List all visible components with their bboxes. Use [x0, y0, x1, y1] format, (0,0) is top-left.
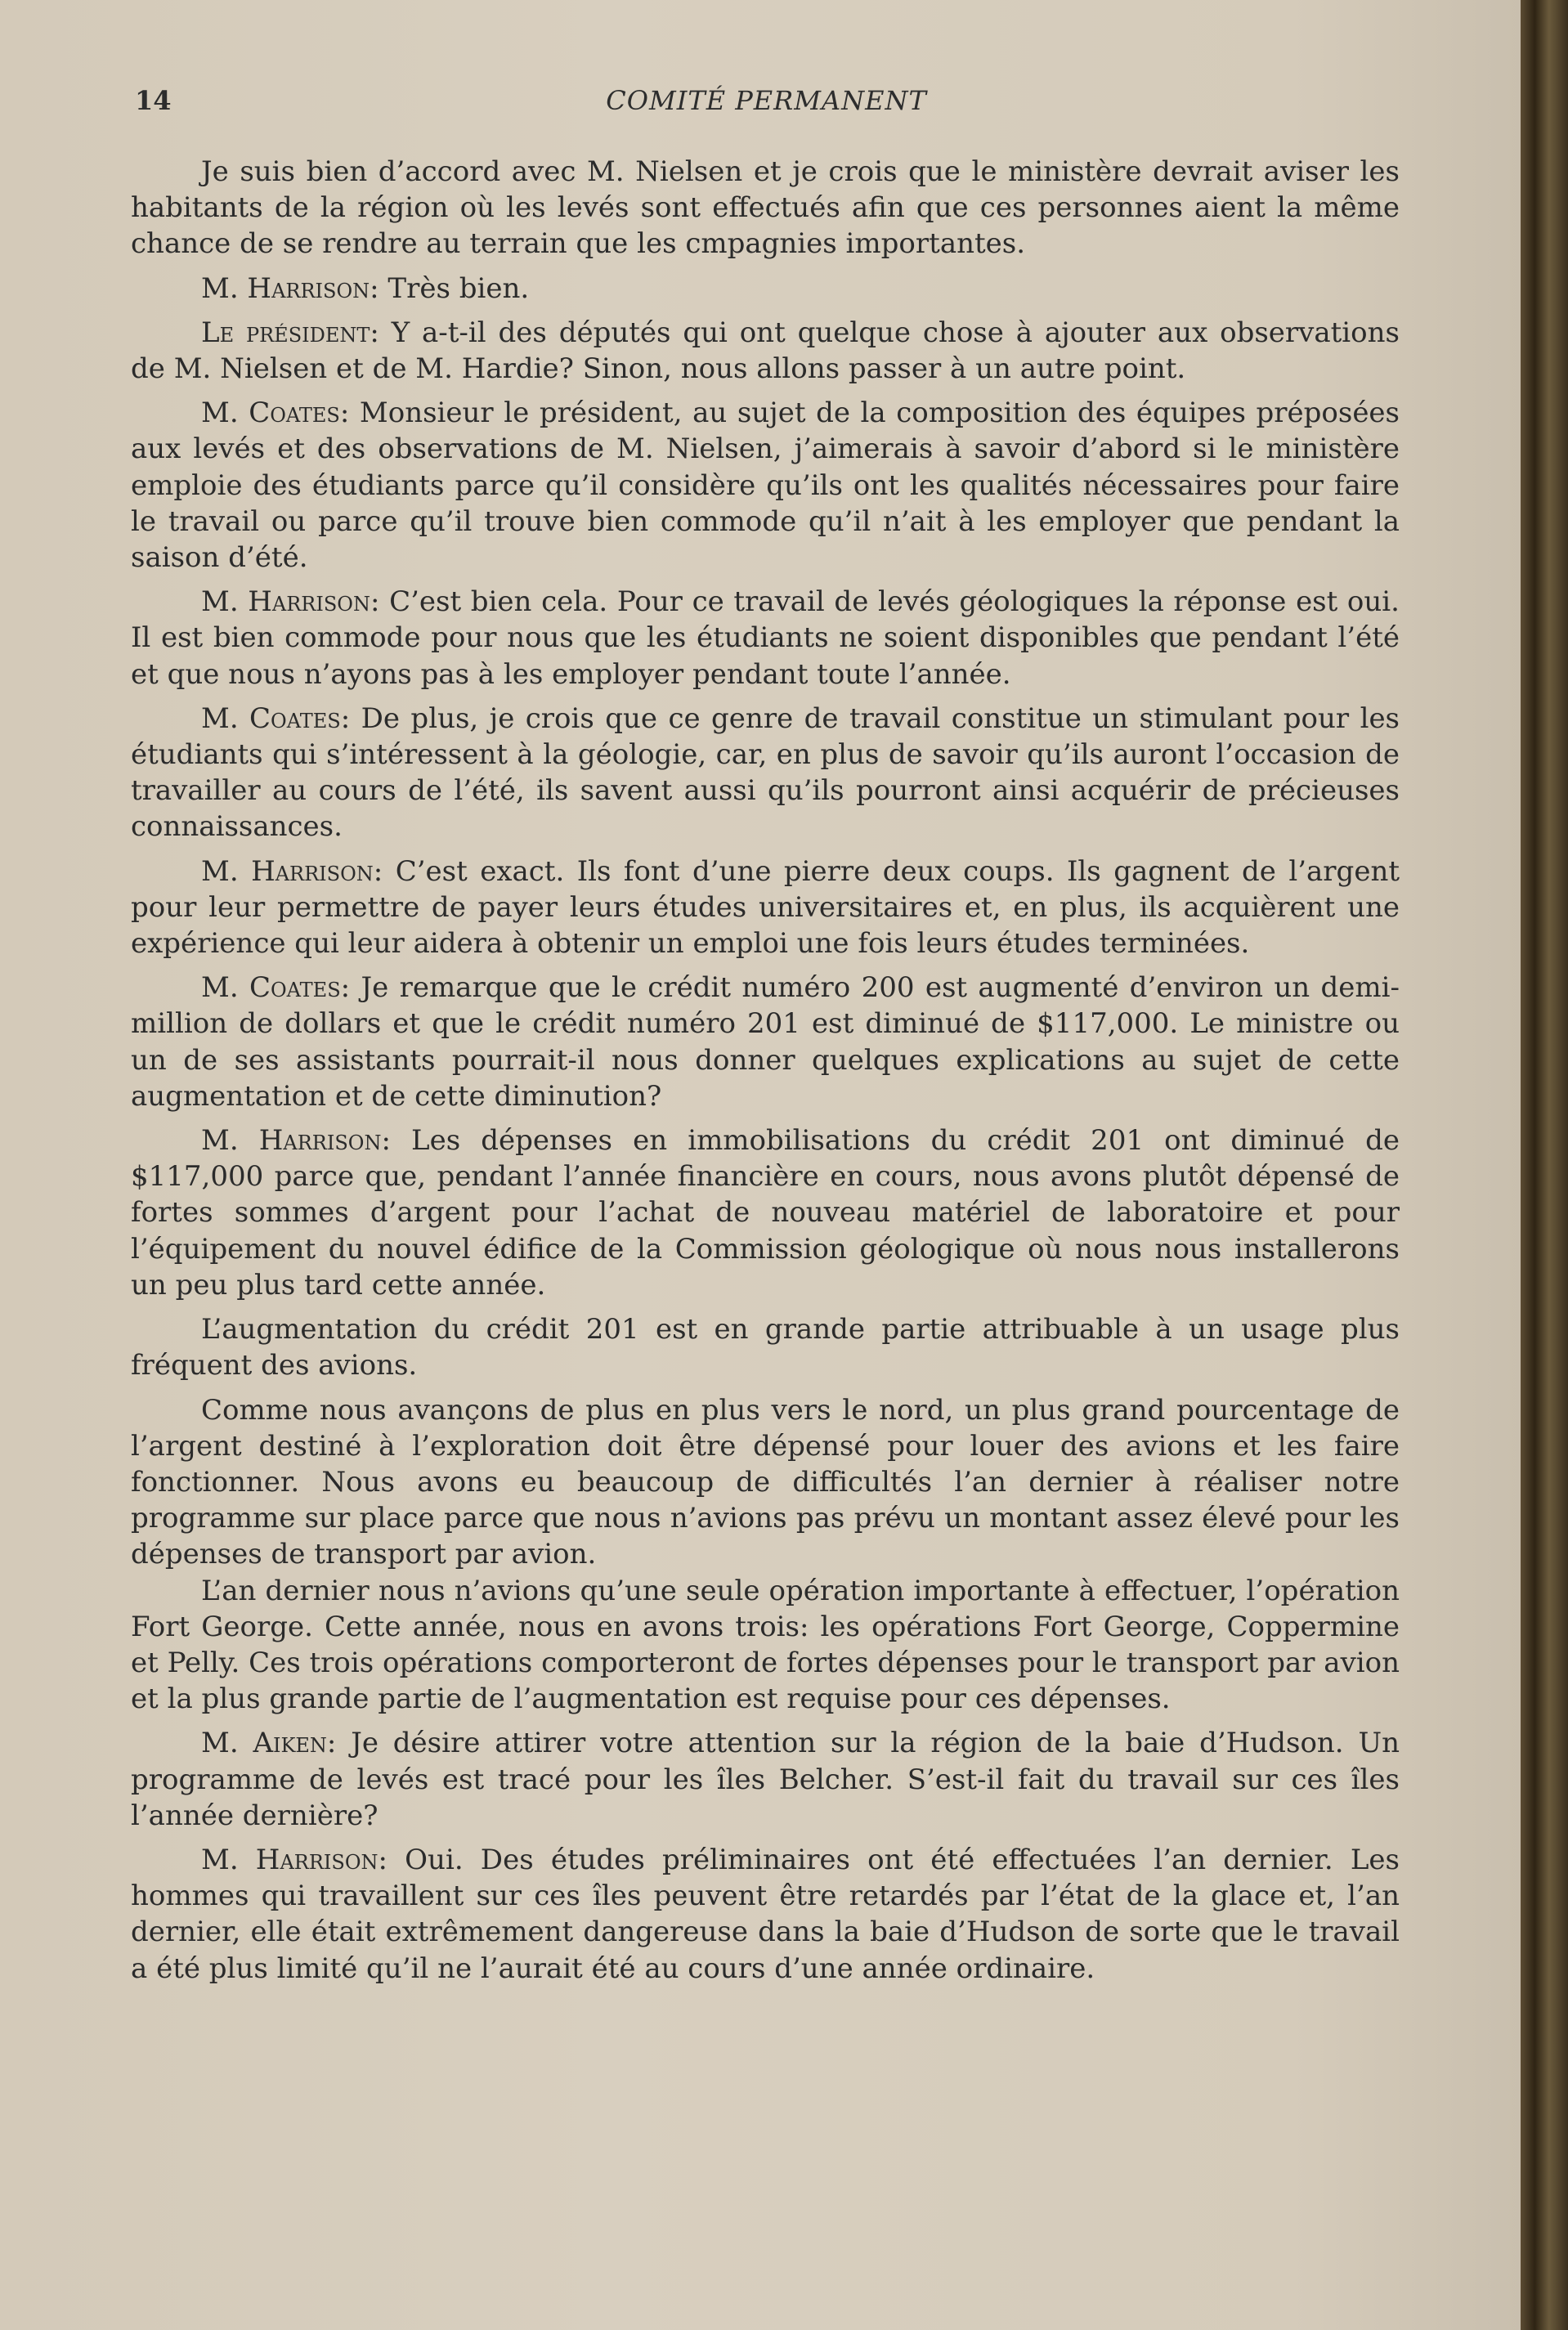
speaker-name: M. Harrison: [201, 854, 383, 888]
speaker-name: M. Harrison: [201, 1124, 391, 1158]
paragraph-text: L’an dernier nous n’avions qu’une seule opération importante à effectuer, l’opération Fort George. Cette année, nous en avons trois: les opérations Fort George, Coppermine et Pelly. Ces trois opérations comporteront de fortes dépenses pour le transport par avion et la plus grande partie de l’augmentation est requise pour ces dépenses. [131, 1574, 1400, 1716]
page-body [131, 154, 1400, 1995]
paragraph [131, 1725, 1400, 1834]
paragraph [131, 584, 1400, 692]
paragraph [131, 970, 1400, 1114]
speaker-name: M. Harrison: [201, 585, 380, 619]
paragraph [131, 1573, 1400, 1718]
paragraph-text: Oui. Des études préliminaires ont été effectuées l’an dernier. Les hommes qui travaillent sur ces îles peuvent être retardés par l’état de la glace et, l’an dernier, elle était extrêmement dangereuse dans la baie d’Hudson de sorte que le travail a été plus limité qu’il ne l’aurait été au cours d’une année ordinaire. [131, 1843, 1400, 1985]
paragraph [131, 395, 1400, 576]
paragraph-text: Monsieur le président, au sujet de la composition des équipes préposées aux levés et des observations de M. Nielsen, j’aimerais à savoir d’abord si le ministère emploie des étudiants parce qu’il considère qu’ils ont les qualités nécessaires pour faire le travail ou parce qu’il trouve bien commode qu’il n’ait à les employer que pendant la saison d’été. [131, 397, 1400, 575]
paragraph [131, 854, 1400, 962]
paragraph-text: C’est bien cela. Pour ce travail de levés géologiques la réponse est oui. Il est bien commode pour nous que les étudiants ne soient disponibles que pendant l’été et que nous n’ayons pas à les employer pendant toute l’année. [131, 585, 1400, 691]
page-header [135, 85, 1398, 126]
paragraph-text: Comme nous avançons de plus en plus vers le nord, un plus grand pourcentage de l’argent destiné à l’exploration doit être dépensé pour louer des avions et les faire fonctionner. Nous avons eu beaucoup de difficultés l’an dernier à réaliser notre programme sur place parce que nous n’avions pas prévu un montant assez élevé pour les dépenses de transport par avion. [131, 1393, 1400, 1571]
paragraph-text: Je suis bien d’accord avec M. Nielsen et je crois que le ministère devrait aviser les habitants de la région où les levés sont effectués afin que ces personnes aient la même chance de se rendre au terrain que les cmpagnies importantes. [131, 155, 1400, 261]
paragraph-text: L’augmentation du crédit 201 est en grande partie attribuable à un usage plus fréquent des avions. [131, 1313, 1400, 1382]
running-title: COMITÉ PERMANENT [606, 85, 927, 116]
page-number: 14 [135, 85, 172, 116]
paragraph-text: De plus, je crois que ce genre de travail constitue un stimulant pour les étudiants qui s’intéressent à la géologie, car, en plus de savoir qu’ils auront l’occasion de travailler au cours de l’été, ils savent aussi qu’ils pourront ainsi acquérir de précieuses connaissances. [131, 701, 1400, 844]
paragraph-text: Très bien. [388, 271, 530, 305]
paragraph-text: Les dépenses en immobilisations du crédit 201 ont diminué de $117,000 parce que, pendant l’année financière en cours, nous avons plutôt dépensé de fortes sommes d’argent pour l’achat de nouveau matériel de laboratoire et pour l’équipement du nouvel édifice de la Commission géologique où nous nous installerons un peu plus tard cette année. [131, 1124, 1400, 1302]
speaker-name: M. Coates: [201, 971, 351, 1005]
paragraph-text: Je remarque que le crédit numéro 200 est augmenté d’environ un demi-million de dollars et que le crédit numéro 201 est diminué de $117,000. Le ministre ou un de ses assistants pourrait-il nous donner quelques explications au sujet de cette augmentation et de cette diminution? [131, 971, 1400, 1113]
paragraph-text: C’est exact. Ils font d’une pierre deux coups. Ils gagnent de l’argent pour leur permettre de payer leurs études universitaires et, en plus, ils acquièrent une expérience qui leur aidera à obtenir un emploi une fois leurs études terminées. [131, 854, 1400, 961]
paragraph [131, 1842, 1400, 1987]
speaker-name: M. Coates: [201, 701, 351, 735]
speaker-name: Le président: [201, 316, 379, 349]
paragraph [131, 1392, 1400, 1573]
speaker-name: M. Aiken: [201, 1727, 337, 1760]
paragraph [131, 271, 1400, 307]
book-spine [1521, 0, 1568, 2330]
paragraph [131, 1311, 1400, 1383]
speaker-name: M. Coates: [201, 397, 350, 430]
paragraph-text: Je désire attirer votre attention sur la région de la baie d’Hudson. Un programme de levés est tracé pour les îles Belcher. S’est-il fait du travail sur ces îles l’année dernière? [131, 1727, 1400, 1832]
speaker-name: M. Harrison: [201, 271, 379, 305]
speaker-name: M. Harrison: [201, 1843, 388, 1876]
paragraph [131, 154, 1400, 262]
paragraph [131, 315, 1400, 387]
paragraph [131, 1122, 1400, 1303]
paragraph [131, 701, 1400, 845]
paragraph-text: Y a-t-il des députés qui ont quelque chose à ajouter aux observations de M. Nielsen et de M. Hardie? Sinon, nous allons passer à un autre point. [131, 316, 1400, 386]
